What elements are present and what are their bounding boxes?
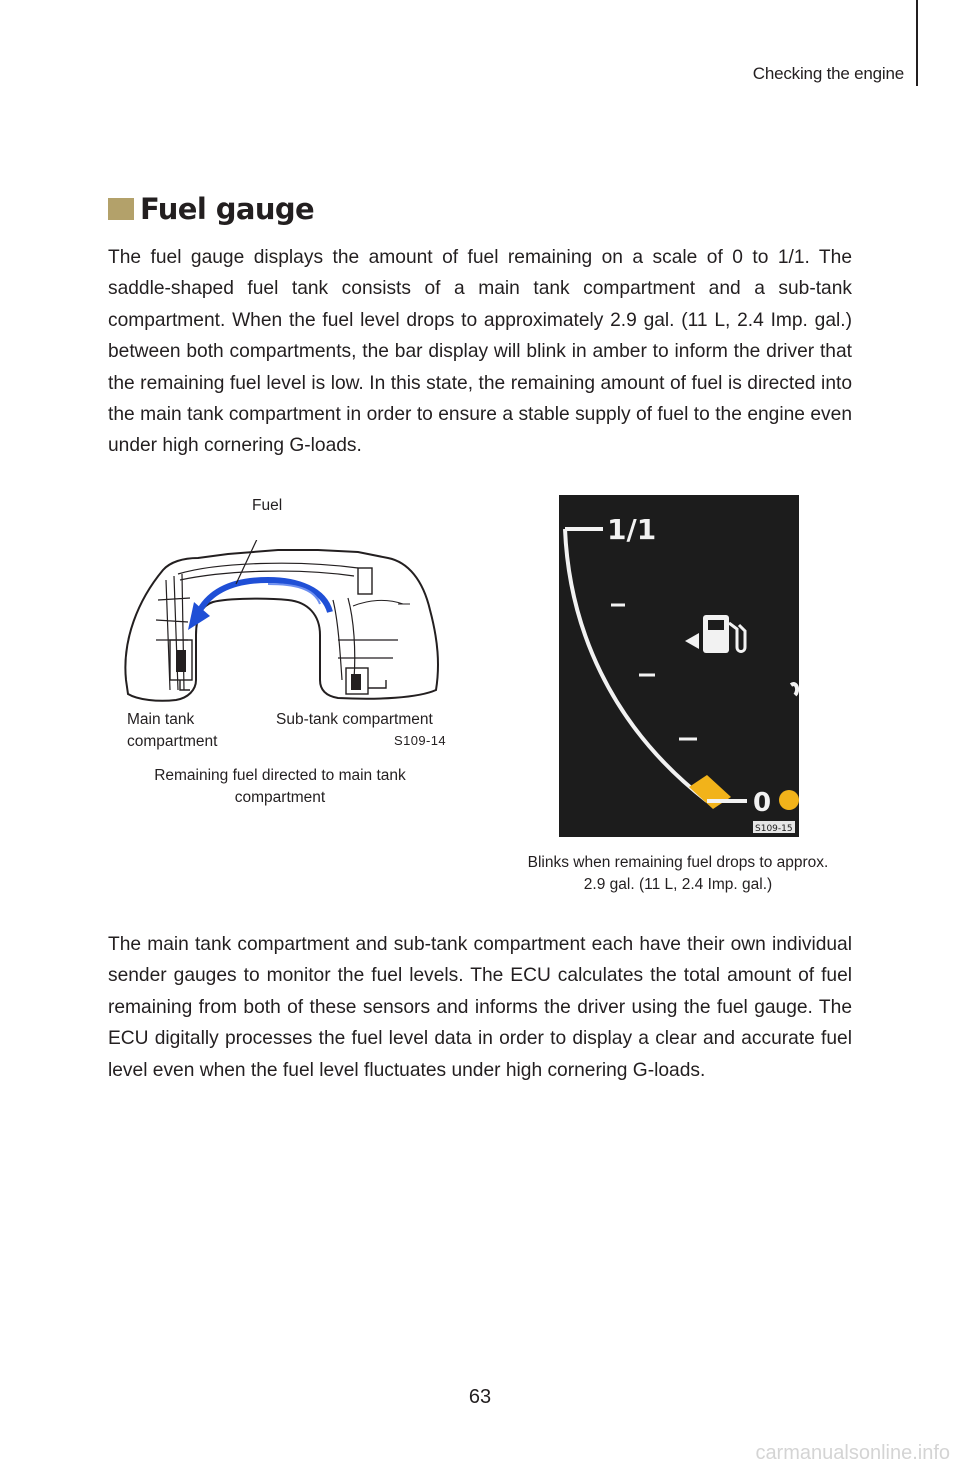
sub-tank-label: Sub-tank compartment — [276, 711, 433, 728]
fuel-tank-illustration — [118, 540, 448, 710]
tank-outline — [125, 550, 438, 701]
square-bullet-icon — [108, 198, 134, 220]
gauge-figure-code: S109-15 — [755, 824, 793, 834]
tank-figure-caption: Remaining fuel directed to main tank compartment — [154, 767, 406, 806]
page-number: 63 — [468, 1386, 492, 1408]
section-title: Fuel gauge — [140, 192, 315, 226]
header-rule — [916, 0, 918, 86]
watermark: carmanualsonline.info — [755, 1442, 950, 1464]
tank-figure-code: S109-14 — [394, 733, 446, 748]
running-header: Checking the engine — [752, 64, 904, 83]
section-heading — [108, 192, 314, 226]
main-tank-label: Main tank compartment — [127, 711, 218, 750]
gauge-empty-label: 0 — [753, 788, 772, 818]
gauge-full-label: 1/1 — [607, 513, 657, 546]
gauge-background — [559, 495, 799, 837]
fuel-gauge-display — [559, 495, 799, 837]
body-paragraph-1: The fuel gauge displays the amount of fuel remaining on a scale of 0 to 1/1. The saddle-shaped fuel tank consists of a main tank compartment and a sub-tank compartment. When the fuel level drops to approximately 2.9 gal. (11 L, 2.4 Imp. gal.) between both compartments, the bar display will blink in amber to inform the driver that the remaining fuel level is low. In this state, the remaining amount of fuel is directed into the main tank compartment in order to ensure a stable supply of fuel to the engine even under high cornering G-loads. — [108, 247, 852, 457]
body-paragraph-2: The main tank compartment and sub-tank compartment each have their own individual sender gauges to monitor the fuel levels. The ECU calculates the total amount of fuel remaining from both of these sensors and informs the driver using the fuel gauge. The ECU digitally processes the fuel level data in order to display a clear and accurate fuel level even when the fuel level fluctuates under high cornering G-loads. — [108, 934, 852, 1081]
low-fuel-warning-light — [779, 790, 799, 810]
fuel-label: Fuel — [252, 497, 283, 514]
gauge-figure-caption: Blinks when remaining fuel drops to approx. 2.9 gal. (11 L, 2.4 Imp. gal.) — [527, 854, 829, 893]
